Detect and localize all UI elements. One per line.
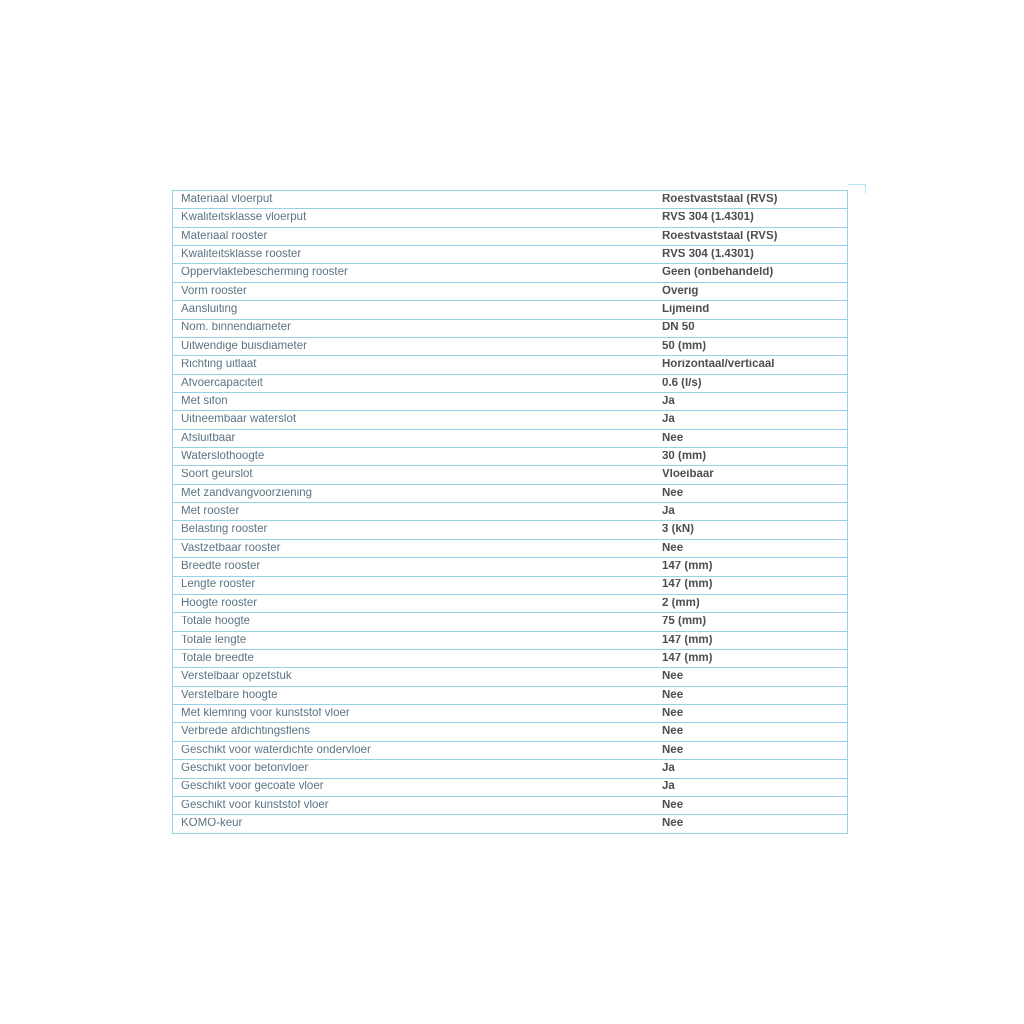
spec-label: Afvoercapaciteit [181, 377, 263, 389]
table-row [173, 797, 847, 815]
spec-label: Geschikt voor gecoate vloer [181, 781, 324, 793]
spec-label: Kwaliteitsklasse vloerput [181, 212, 307, 224]
table-row [173, 742, 847, 760]
table-row [173, 485, 847, 503]
product-spec-table [172, 190, 848, 834]
spec-value: 147 (mm) [662, 652, 713, 664]
spec-value: Vloeibaar [662, 469, 714, 481]
spec-label: Aansluiting [181, 304, 238, 316]
table-row [173, 668, 847, 686]
table-row [173, 632, 847, 650]
table-row [173, 687, 847, 705]
spec-value: 147 (mm) [662, 561, 713, 573]
spec-value: 0.6 (l/s) [662, 377, 702, 389]
spec-label: Materiaal rooster [181, 230, 268, 242]
table-row [173, 558, 847, 576]
spec-label: Geschikt voor waterdichte ondervloer [181, 744, 371, 756]
table-row [173, 191, 847, 209]
table-row [173, 209, 847, 227]
table-row [173, 595, 847, 613]
table-row [173, 466, 847, 484]
spec-value: 2 (mm) [662, 597, 700, 609]
spec-value: RVS 304 (1.4301) [662, 249, 754, 260]
spec-label: Soort geurslot [181, 469, 253, 481]
table-row [173, 283, 847, 301]
spec-label: Vastzetbaar rooster [181, 542, 281, 554]
spec-value: 147 (mm) [662, 634, 713, 646]
spec-label: Met zandvangvoorziening [181, 487, 313, 499]
spec-label: Hoogte rooster [181, 597, 258, 609]
spec-value: Ja [662, 395, 675, 407]
spec-label: Verbrede afdichtingsflens [181, 726, 311, 738]
spec-value: 3 (kN) [662, 524, 694, 536]
spec-label: Met klemring voor kunststof vloer [181, 707, 350, 719]
table-row [173, 246, 847, 264]
spec-label: Afsluitbaar [181, 432, 236, 444]
table-row [173, 613, 847, 631]
table-row [173, 540, 847, 558]
table-row [173, 448, 847, 466]
table-row [173, 577, 847, 595]
table-row [173, 264, 847, 282]
spec-value: 147 (mm) [662, 579, 713, 591]
spec-value: Geen (onbehandeld) [662, 267, 774, 279]
spec-value: 30 (mm) [662, 450, 707, 462]
spec-value: RVS 304 (1.4301) [662, 212, 754, 224]
spec-value: Nee [662, 818, 684, 830]
table-row [173, 320, 847, 338]
spec-value: Nee [662, 542, 684, 554]
spec-label: Nom. binnendiameter [181, 322, 291, 334]
spec-value: Horizontaal/verticaal [662, 359, 775, 371]
table-row [173, 705, 847, 723]
table-row [173, 411, 847, 429]
table-row [173, 356, 847, 374]
table-corner-line [848, 184, 866, 193]
spec-value: Ja [662, 414, 675, 426]
spec-value: Nee [662, 744, 684, 756]
spec-label: Uitwendige buisdiameter [181, 340, 307, 352]
spec-label: Materiaal vloerput [181, 193, 273, 205]
table-row [173, 779, 847, 797]
spec-value: Nee [662, 671, 684, 683]
spec-label: Breedte rooster [181, 561, 261, 573]
spec-label: Geschikt voor betonvloer [181, 763, 309, 775]
table-row [173, 228, 847, 246]
spec-label: KOMO-keur [181, 818, 243, 830]
spec-label: Belasting rooster [181, 524, 268, 536]
spec-label: Totale lengte [181, 634, 247, 646]
spec-label: Met sifon [181, 395, 228, 407]
spec-label: Geschikt voor kunststof vloer [181, 799, 329, 811]
spec-label: Totale hoogte [181, 616, 251, 628]
spec-value: 75 (mm) [662, 616, 707, 628]
spec-label: Waterslothoogte [181, 450, 265, 462]
spec-value: Nee [662, 707, 684, 719]
spec-value: Ja [662, 506, 675, 518]
table-row [173, 301, 847, 319]
spec-value: DN 50 [662, 322, 695, 334]
table-row [173, 375, 847, 393]
spec-value: Nee [662, 689, 684, 701]
spec-label: Kwaliteitsklasse rooster [181, 249, 302, 260]
spec-label: Met rooster [181, 506, 240, 518]
spec-label: Totale breedte [181, 652, 254, 664]
spec-value: Roestvaststaal (RVS) [662, 230, 778, 242]
spec-value: Nee [662, 487, 684, 499]
spec-value: Nee [662, 799, 684, 811]
table-row [173, 393, 847, 411]
spec-value: Ja [662, 763, 675, 775]
spec-label: Richting uitlaat [181, 359, 257, 371]
spec-value: Nee [662, 432, 684, 444]
table-row [173, 503, 847, 521]
spec-label: Oppervlaktebescherming rooster [181, 267, 348, 279]
spec-value: Ja [662, 781, 675, 793]
spec-label: Verstelbaar opzetstuk [181, 671, 292, 683]
table-row [173, 815, 847, 832]
spec-value: Lijmeind [662, 304, 710, 316]
table-row [173, 521, 847, 539]
spec-label: Vorm rooster [181, 285, 247, 297]
table-row [173, 430, 847, 448]
spec-value: Nee [662, 726, 684, 738]
table-row [173, 760, 847, 778]
spec-value: Overig [662, 285, 699, 297]
table-row [173, 723, 847, 741]
spec-label: Lengte rooster [181, 579, 256, 591]
spec-value: 50 (mm) [662, 340, 707, 352]
spec-value: Roestvaststaal (RVS) [662, 193, 778, 205]
spec-label: Verstelbare hoogte [181, 689, 278, 701]
table-row [173, 338, 847, 356]
spec-table-rows [173, 191, 847, 833]
spec-label: Uitneembaar waterslot [181, 414, 297, 426]
table-row [173, 650, 847, 668]
